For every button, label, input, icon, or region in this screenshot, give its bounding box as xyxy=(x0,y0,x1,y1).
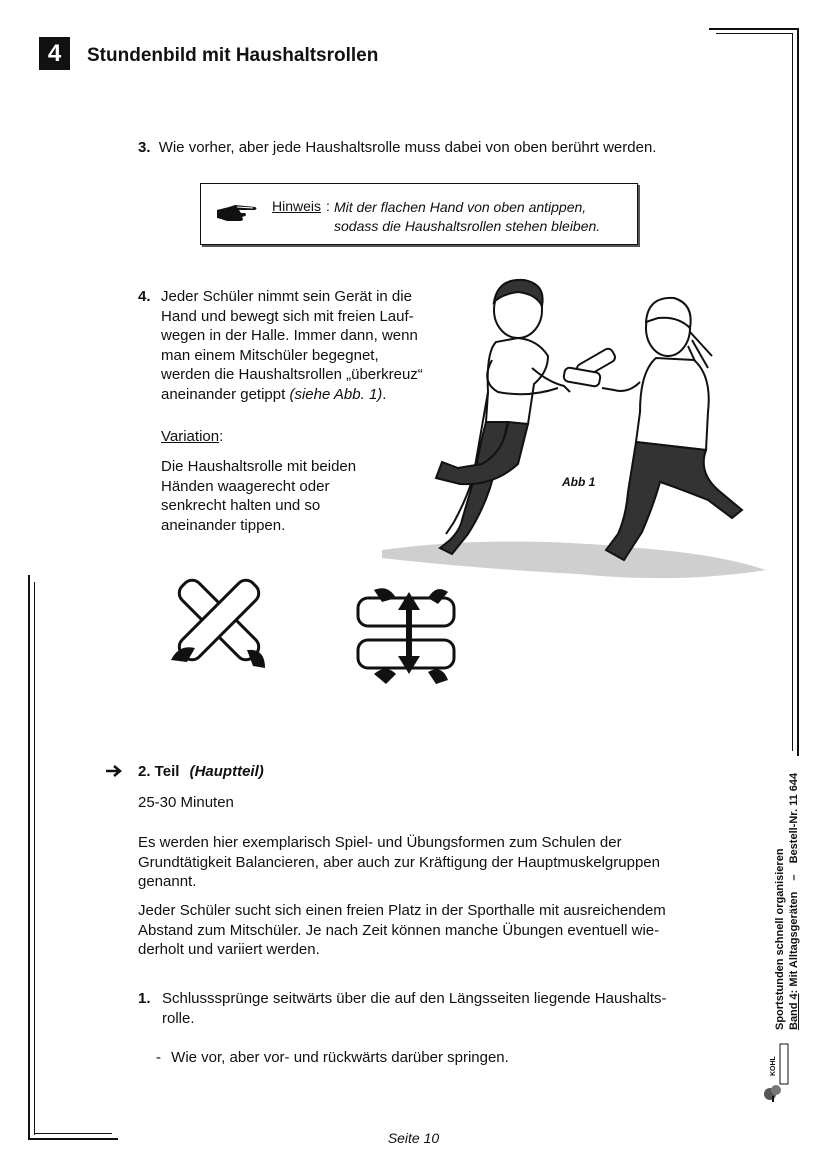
page-number: Seite 10 xyxy=(387,1130,440,1146)
exercise-1-variant-text: Wie vor, aber vor- und rückwärts darüber springen. xyxy=(171,1049,509,1066)
floor-shadow xyxy=(382,541,766,578)
hint-line-1: Mit der flachen Hand von oben antippen, xyxy=(334,199,587,215)
pointing-hand-icon xyxy=(215,202,259,224)
exercise-1-line: rolle. xyxy=(162,1009,195,1027)
hint-text xyxy=(334,198,634,236)
parallel-rolls-diagram xyxy=(352,582,460,690)
item-4-line: man einem Mitschüler begegnet, xyxy=(161,346,379,364)
sidebar-band-line xyxy=(787,773,801,1030)
frame-top-line xyxy=(709,28,799,30)
frame-top-line-inner xyxy=(716,33,792,34)
variation-line: senkrecht halten und so xyxy=(161,497,321,514)
item-3 xyxy=(138,138,656,158)
chapter-title: Stundenbild mit Haushaltsrollen xyxy=(87,45,379,66)
part-2-paragraph-1 xyxy=(138,833,758,892)
part-2-subtitle: (Hauptteil) xyxy=(189,763,264,780)
exercise-1-line: Schlusssprünge seitwärts über die auf den Längsseiten liegende Haushalts- xyxy=(162,990,667,1007)
variation-line: Händen waagerecht oder xyxy=(161,477,330,495)
paragraph-line: Abstand zum Mitschüler. Je nach Zeit können manche Übungen eventuell wie- xyxy=(138,921,660,939)
paragraph-line: derholt und variiert werden. xyxy=(138,941,320,958)
sidebar-order-number: Bestell-Nr. 11 644 xyxy=(788,772,800,864)
paragraph-line: Jeder Schüler sucht sich einen freien Platz in der Sporthalle mit ausreichendem xyxy=(138,902,666,919)
children-illustration xyxy=(378,272,770,590)
part-2-duration: 25-30 Minuten xyxy=(138,794,234,811)
variation-heading xyxy=(161,427,223,447)
frame-right-line-inner xyxy=(792,33,793,751)
exercise-1-text xyxy=(162,989,752,1028)
variation-line: Die Haushaltsrolle mit beiden xyxy=(161,458,357,475)
item-4-number: 4. xyxy=(138,288,151,305)
figure-reference: (siehe Abb. 1) xyxy=(289,385,383,403)
exercise-1-variant xyxy=(156,1048,509,1068)
paragraph-line: Es werden hier exemplarisch Spiel- und Übungsformen zum Schulen der xyxy=(138,834,622,851)
sidebar-band: Band 4 xyxy=(788,993,800,1030)
publisher-logo-text: KOHL xyxy=(770,1056,777,1076)
part-2-paragraph-2 xyxy=(138,901,758,960)
hint-box xyxy=(200,183,638,245)
part-2-title: 2. Teil xyxy=(138,763,180,780)
variation-label: Variation xyxy=(161,428,220,445)
chapter-number-badge: 4 xyxy=(39,37,70,70)
frame-right-line xyxy=(797,28,799,756)
frame-left-line xyxy=(28,575,30,1140)
part-2-heading xyxy=(138,762,264,782)
sidebar-series-title: Sportstunden schnell organisieren xyxy=(774,848,786,1030)
sidebar-separator: – xyxy=(788,874,800,881)
item-4-line: wegen in der Halle. Immer dann, wenn xyxy=(161,327,418,344)
exercise-1-number: 1. xyxy=(138,990,151,1007)
variation-line: aneinander tippen. xyxy=(161,516,286,534)
paragraph-line: Grundtätigkeit Balancieren, aber auch zur Kräftigung der Hauptmuskelgruppen xyxy=(138,853,660,871)
frame-left-line-inner xyxy=(34,582,35,1135)
crossed-rolls-diagram xyxy=(165,570,275,675)
sidebar-band-rest: : Mit Alltagsgeräten xyxy=(788,891,800,994)
item-4-line: werden die Haushaltsrollen „überkreuz“ xyxy=(161,366,423,383)
arrow-right-icon xyxy=(106,764,124,778)
dash-marker: - xyxy=(156,1049,161,1066)
hint-label: Hinweis xyxy=(272,198,322,214)
item-3-number: 3. xyxy=(138,139,151,156)
sidebar-series-info xyxy=(773,773,801,1030)
item-4-line: Jeder Schüler nimmt sein Gerät in die xyxy=(161,288,412,305)
variation-colon: : xyxy=(219,428,224,445)
item-4-line: Hand und bewegt sich mit freien Lauf- xyxy=(161,307,414,325)
variation-text xyxy=(161,457,391,535)
figure-caption: Abb 1 xyxy=(562,475,596,489)
hint-colon: : xyxy=(326,198,330,214)
item-4-line: aneinander getippt xyxy=(161,385,286,403)
paragraph-line: genannt. xyxy=(138,873,197,890)
item-4-period: . xyxy=(382,385,387,403)
item-3-text: Wie vorher, aber jede Haushaltsrolle muss dabei von oben berührt werden. xyxy=(158,139,657,156)
hint-line-2: sodass die Haushaltsrollen stehen bleiben. xyxy=(334,218,601,234)
